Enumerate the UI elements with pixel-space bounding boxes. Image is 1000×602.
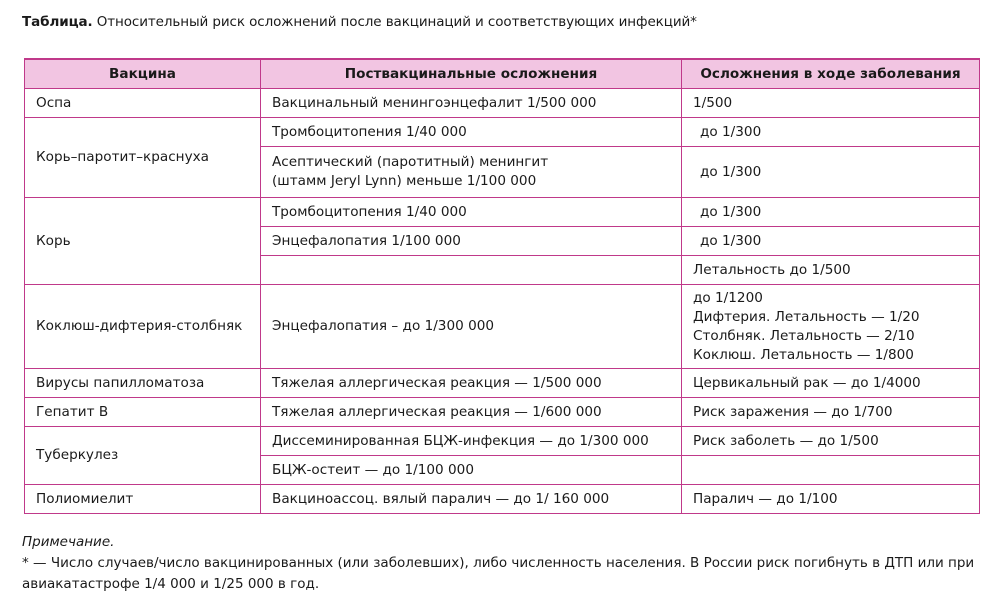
table-row <box>25 285 980 369</box>
disease-cell: Цервикальный рак — до 1/4000 <box>682 369 980 398</box>
footnote-title <box>22 532 982 553</box>
header-row <box>25 59 980 89</box>
table-row <box>25 485 980 514</box>
vaccine-cell: Корь <box>25 198 261 285</box>
header-vaccine: Вакцина <box>25 59 261 89</box>
vaccine-cell: Полиомиелит <box>25 485 261 514</box>
table-row <box>25 427 980 456</box>
complications-table <box>24 58 980 514</box>
cell-line: Асептический (паротитный) менингит <box>272 154 549 170</box>
post-vaccination-cell <box>261 256 682 285</box>
table-row <box>25 118 980 147</box>
table-row <box>25 89 980 118</box>
vaccine-cell: Корь–паротит–краснуха <box>25 118 261 198</box>
table-row <box>25 198 980 227</box>
post-vaccination-cell <box>261 147 682 198</box>
caption-text: Относительный риск осложнений после вакцинаций и соответствующих инфекций* <box>92 14 697 30</box>
header-post-vaccination: Поствакцинальные осложнения <box>261 59 682 89</box>
disease-cell: до 1/300 <box>682 227 980 256</box>
cell-line: (штамм Jeryl Lynn) меньше 1/100 000 <box>272 173 537 189</box>
disease-cell <box>682 285 980 369</box>
disease-cell <box>682 456 980 485</box>
cell-line: Дифтерия. Летальность — 1/20 <box>693 308 920 325</box>
vaccine-cell: Коклюш-дифтерия-столбняк <box>25 285 261 369</box>
post-vaccination-cell: Тяжелая аллергическая реакция — 1/500 000 <box>261 369 682 398</box>
disease-cell: Риск заболеть — до 1/500 <box>682 427 980 456</box>
caption-label: Таблица. <box>22 14 93 30</box>
disease-cell: до 1/300 <box>682 147 980 198</box>
cell-line: Столбняк. Летальность — 2/10 <box>693 327 915 344</box>
table-row <box>25 369 980 398</box>
post-vaccination-cell: Вакцинальный менингоэнцефалит 1/500 000 <box>261 89 682 118</box>
footnote-line: авиакатастрофе 1/4 000 и 1/25 000 в год. <box>22 576 320 592</box>
disease-cell: 1/500 <box>682 89 980 118</box>
disease-cell: до 1/300 <box>682 198 980 227</box>
vaccine-cell: Вирусы папилломатоза <box>25 369 261 398</box>
footnote <box>22 532 982 595</box>
vaccine-cell: Туберкулез <box>25 427 261 485</box>
disease-cell: Паралич — до 1/100 <box>682 485 980 514</box>
table-body <box>25 89 980 514</box>
cell-line: до 1/1200 <box>693 289 763 306</box>
footnote-title-text: Примечание. <box>22 534 115 550</box>
disease-cell: Летальность до 1/500 <box>682 256 980 285</box>
footnote-line: * — Число случаев/число вакцинированных (или заболевших), либо численность населения. В России риск погибнуть в ДТП или при <box>22 555 975 571</box>
table-caption <box>22 14 697 30</box>
post-vaccination-cell: Диссеминированная БЦЖ-инфекция — до 1/300 000 <box>261 427 682 456</box>
vaccine-cell: Оспа <box>25 89 261 118</box>
post-vaccination-cell: Тромбоцитопения 1/40 000 <box>261 118 682 147</box>
disease-cell: Риск заражения — до 1/700 <box>682 398 980 427</box>
post-vaccination-cell: Тромбоцитопения 1/40 000 <box>261 198 682 227</box>
post-vaccination-cell: Энцефалопатия – до 1/300 000 <box>261 285 682 369</box>
header-disease-complications: Осложнения в ходе заболевания <box>682 59 980 89</box>
table-row <box>25 398 980 427</box>
cell-line: Коклюш. Летальность — 1/800 <box>693 346 914 363</box>
post-vaccination-cell: БЦЖ-остеит — до 1/100 000 <box>261 456 682 485</box>
disease-cell: до 1/300 <box>682 118 980 147</box>
post-vaccination-cell: Вакциноассоц. вялый паралич — до 1/ 160 000 <box>261 485 682 514</box>
post-vaccination-cell: Тяжелая аллергическая реакция — 1/600 000 <box>261 398 682 427</box>
table-header <box>25 59 980 89</box>
post-vaccination-cell: Энцефалопатия 1/100 000 <box>261 227 682 256</box>
vaccine-cell: Гепатит В <box>25 398 261 427</box>
